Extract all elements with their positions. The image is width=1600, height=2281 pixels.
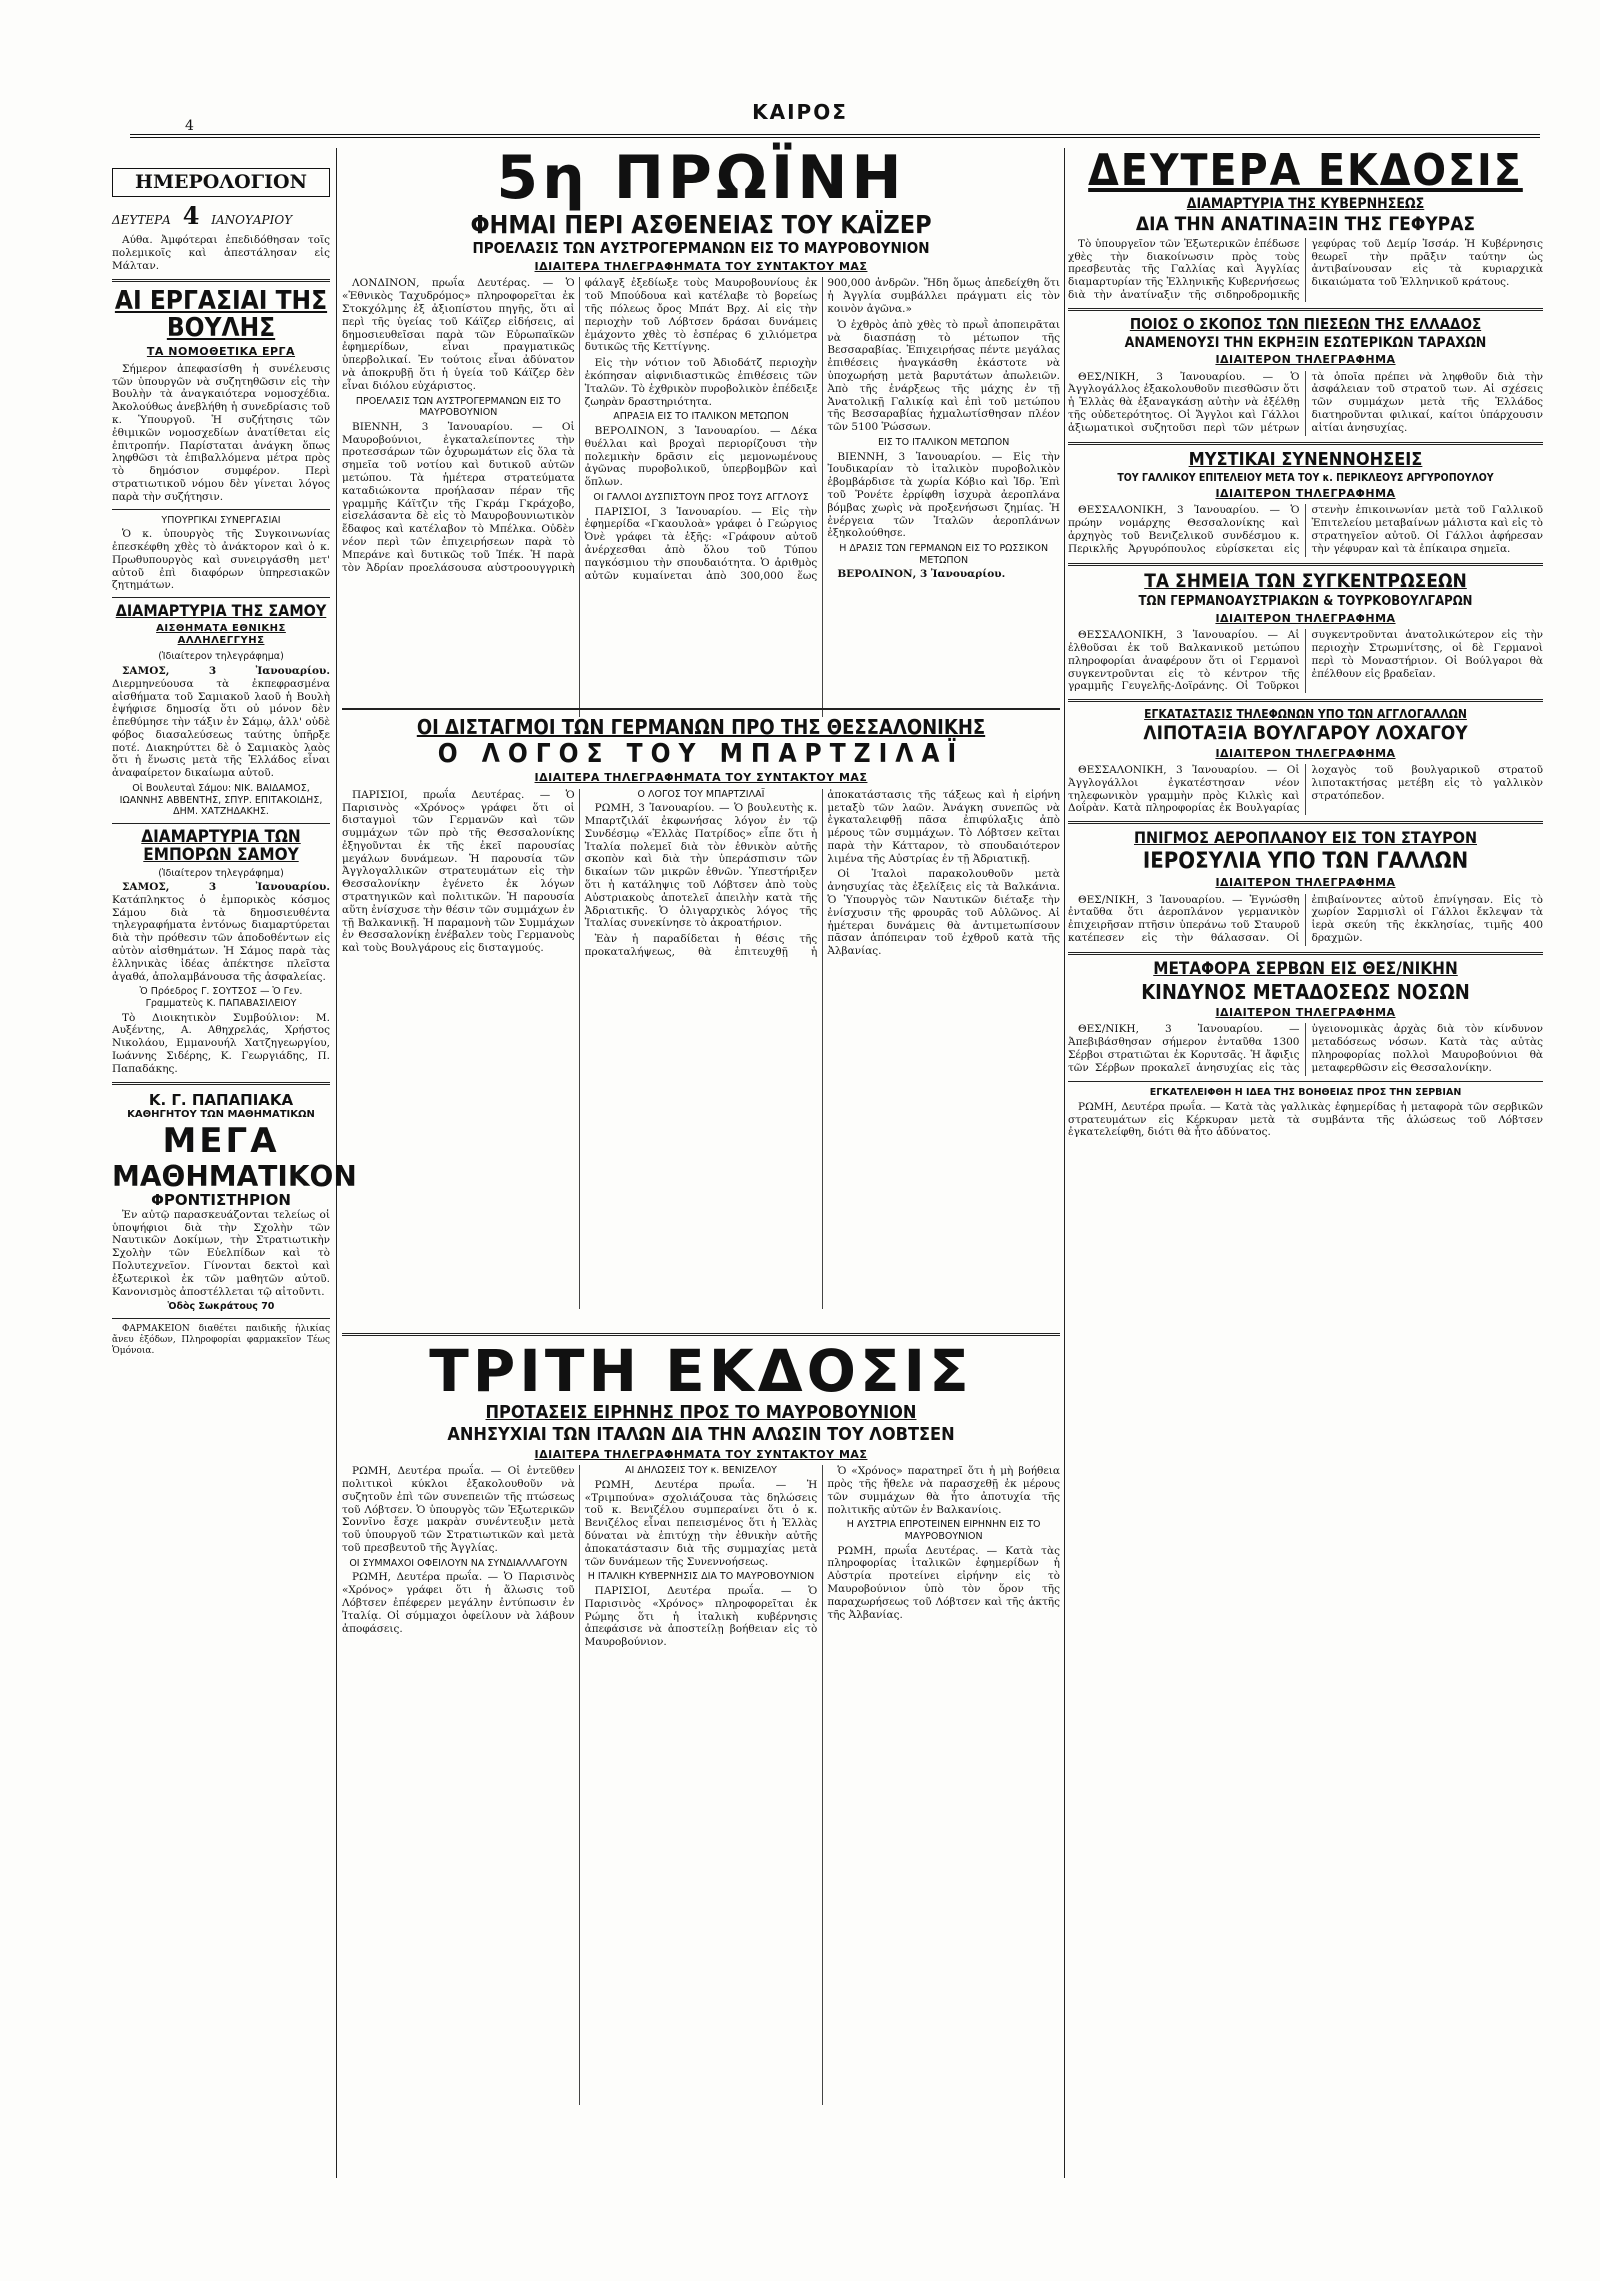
headline-serbian-transfer: ΜΕΤΑΦΟΡΑ ΣΕΡΒΩΝ ΕΙΣ ΘΕΣ/ΝΙΚΗΝ — [1153, 959, 1458, 980]
article-text: ΒΙΕΝΝΗ, 3 Ἰανουαρίου. — Εἰς τὴν Ἰουδικαρίαν τὸ ἰταλικὸν πυροβολικὸν ἐβομβάρδισε τὰ χωρία Κόβιο καὶ Ἰδρ. Ἐπὶ τοῦ Ῥονέτε ἐρρίφθη ἰσχυρὰ ἀεροπλάνα βόμβας χωρὶς νὰ προξενήσωσι ζημίας. Ἡ ἐνέργεια τῶν Ἰταλῶν ἀεροπλάνων ἐξηκολούθησε. — [827, 450, 1060, 540]
subheadline: Η ΑΥΣΤΡΙΑ ΕΠΡΟΤΕΙΝΕΝ ΕΙΡΗΝΗΝ ΕΙΣ ΤΟ ΜΑΥΡΟΒΟΥΝΙΟΝ — [846, 1519, 1041, 1542]
page-number: 4 — [185, 118, 194, 134]
article-text: ΡΩΜΗ, Δευτέρα πρωΐα. — Ἡ «Τριμπούνα» σχολιάζουσα τὰς δηλώσεις τοῦ κ. Βενιζέλου συμπεραίνει ὅτι ὁ κ. Βενιζέλος εἶναι πεπεισμένος ὅτι ἡ Ἑλλὰς δύναται νὰ ἐπιτύχῃ τὴν ἐθνικὴν αὐτῆς ἀποκατάστασιν διὰ τῆς συμμαχίας μετὰ τῶν δυνάμεων τῆς Συνεννοήσεως. — [584, 1478, 818, 1568]
subheadline: ΤΩΝ ΓΕΡΜΑΝΟΑΥΣΤΡΙΑΚΩΝ & ΤΟΥΡΚΟΒΟΥΛΓΑΡΩΝ — [1138, 594, 1473, 610]
article-columns — [342, 789, 1060, 1309]
headline-telephones: ΕΓΚΑΤΑΣΤΑΣΙΣ ΤΗΛΕΦΩΝΩΝ ΥΠΟ ΤΩΝ ΑΓΓΛΟΓΑΛΛΩΝ — [1144, 707, 1467, 722]
article-text: Διερμηνεύουσα τὰ ἐκπεφρασμένα αἰσθήματα τοῦ Σαμιακοῦ λαοῦ ἡ Βουλὴ ἐψήφισε δημοσίᾳ ὅτι οὐ μόνον δὲν ἐπεθύμησε τὴν τάξιν ἐν Σάμῳ, ἀλλ' οὐδὲ φόβος διασαλεύσεως ταύτης ὑπῆρξε ποτέ. Διακηρύττει δὲ ὁ Σαμιακὸς λαὸς ὅτι ἡ ἕνωσις μετὰ τῆς Ἑλλάδος εἶναι ἀναφαίρετον δικαίωμα αὐτοῦ. — [112, 677, 330, 780]
calendar-text: Αύθα. Ἀμφότεραι ἐπεδιδόθησαν τοῖς πολεμικοῖς καὶ ἀπεστάλησαν εἰς Μάλταν. — [112, 234, 330, 273]
members: Τὸ Διοικητικὸν Συμβούλιον: Μ. Αυξέντης, Α. Αθηχρελάς, Χρήστος Νικολάου, Εμμανουήλ Χατζηγεωργίου, Ιωάννης Σιδέρης, Κ. Γεωργιάδης, Π. Παπαδάκης. — [112, 1011, 330, 1075]
article-text: Ὁ ἐχθρὸς ἀπὸ χθὲς τὸ πρωῒ ἀποπειρᾶται νὰ διασπάσῃ τὸ μέτωπον τῆς Βεσσαραβίας. Ἐπιχειρήσας πέντε μεγάλας ἐπιθέσεις ἠναγκάσθη ἑκάστοτε νὰ ὑποχωρήσῃ μετὰ βαρυτάτων ἀπωλειῶν. Ἀπὸ τῆς ἐνάρξεως τῆς μάχης ἐν τῇ Ἀνατολικῇ Γαλικίᾳ καὶ ἐπὶ τοῦ μετώπου τῆς Βεσσαραβίας ἠχμαλωτίσθησαν πλέον τῶν 5100 Ῥώσσων. — [827, 318, 1060, 434]
ad-mega: ΜΕΓΑ — [162, 1121, 280, 1162]
headline-pressure-on-greece: ΠΟΙΟΣ Ο ΣΚΟΠΟΣ ΤΩΝ ΠΙΕΣΕΩΝ ΤΗΣ ΕΛΛΑΔΟΣ — [1129, 314, 1482, 333]
article-text: Τὸ ὑπουργεῖον τῶν Ἐξωτερικῶν ἐπέδωσε χθὲς τὴν διακοίνωσιν πρὸς τοὺς πρεσβευτὰς τῆς Γαλλίας καὶ Ἀγγλίας διαμαρτυρίαν τῆς Ἑλληνικῆς Κυβερνήσεως διὰ τὴν ἀνατίναξιν τῆς σιδηροδρομικῆς γεφύρας τοῦ Δεμίρ Ἰσσάρ. Ἡ Κυβέρνησις θεωρεῖ τὴν πρᾶξιν ταύτην ὡς ἀντιβαίνουσαν εἰς τὰ κυριαρχικὰ δικαιώματα τοῦ Ἑλληνικοῦ κράτους. — [1068, 237, 1543, 301]
subheadline: ΕΓΚΑΤΕΛΕΙΦΘΗ Η ΙΔΕΑ ΤΗΣ ΒΟΗΘΕΙΑΣ ΠΡΟΣ ΤΗΝ ΣΕΡΒΙΑΝ — [1149, 1087, 1462, 1099]
article-text: ΛΟΝΔΙΝΟΝ, πρωΐα Δευτέρας. — Ὁ «Ἐθνικὸς Ταχυδρόμος» πληροφορεῖται ἐκ Στοκχόλμης ἐξ ἀξιοπίστου πηγῆς, ὅτι αἱ περὶ τῆς ὑγείας τοῦ Κάϊζερ εἰδήσεις, αἱ δημοσιευθεῖσαι παρὰ τῶν Εὐρωπαϊκῶν ἐφημερίδων, εἶναι πραγματικῶς ὑπερβολικαί. Ἐν τούτοις εἶναι ἀδύνατον νὰ ἀποκρυβῇ ὅτι ἡ ὑγεία τοῦ Κάϊζερ δὲν εἶναι διόλου εὐχάριστος. — [342, 277, 575, 392]
article-text: ΒΕΡΟΛΙΝΟΝ, 3 Ἰανουαρίου. — Δέκα θυέλλαι καὶ βροχαὶ περιορίζουσι τὴν πολεμικὴν δρᾶσιν εἰς μεμονωμένους ἀγῶνας πυροβολικοῦ, ὑπερβομβῶν καὶ ὅπλων. — [584, 424, 818, 489]
subheadline: ΑΙ ΔΗΛΩΣΕΙΣ ΤΟΥ κ. ΒΕΝΙΖΕΛΟΥ — [624, 1465, 777, 1477]
divider — [1068, 308, 1543, 311]
note: (Ἰδιαίτερον τηλεγράφημα) — [158, 867, 284, 879]
dateline: ΒΕΡΟΛΙΝΟΝ, 3 Ἰανουαρίου. — [837, 568, 1006, 581]
article-text: ΡΩΜΗ, Δευτέρα πρωΐα. — Ὁ Παρισινὸς «Χρόνος» γράφει ὅτι ἡ ἅλωσις τοῦ Λόβτσεν ἐπέφερεν μεγάλην ἐντύπωσιν ἐν Ἰταλίᾳ. Οἱ σύμμαχοι ὀφείλουν νὰ λάβουν ἀποφάσεις. — [342, 1571, 575, 1635]
subheadline: ΚΙΝΔΥΝΟΣ ΜΕΤΑΔΟΣΕΩΣ ΝΟΣΩΝ — [1141, 980, 1470, 1005]
subheadline: ΟΙ ΣΥΜΜΑΧΟΙ ΟΦΕΙΛΟΥΝ ΝΑ ΣΥΝΔΙΑΛΛΑΓΟΥΝ — [349, 1557, 568, 1569]
article-text: Σήμερον ἀπεφασίσθη ἡ συνέλευσις τῶν ὑπουργῶν νὰ συζητηθῶσιν εἰς τὴν Βουλὴν τὰ ἀναγκαιότερα νομοσχέδια. Ἀκολούθως ἀνεβλήθη ἡ συνεδρίασις τοῦ κ. Ὑπουργοῦ. Ἡ συζήτησις τῶν ἐθιμικῶν νομοσχεδίων ἀνατίθεται εἰς ἐπιτροπήν. Παρίσταται ἀνάγκη ὅπως ληφθῶσι τὰ ἐπιβαλλόμενα μέτρα πρὸς τὸ δημόσιον συμφέρον. Περὶ στρατιωτικοῦ νόμου δὲν γίνεται λόγος παρὰ τὴν συζήτησιν. — [112, 362, 330, 503]
divider — [112, 597, 330, 598]
dateline: ΣΑΜΟΣ, 3 Ἰανουαρίου. — [122, 881, 330, 894]
divider — [1068, 699, 1543, 702]
divider — [112, 1318, 330, 1319]
article-columns — [1068, 238, 1543, 302]
article-text: ΘΕΣΣΑΛΟΝΙΚΗ, 3 Ἰανουαρίου. — Ὁ πρώην νομάρχης Θεσσαλονίκης καὶ ἀρχηγὸς τοῦ Βενιζελικοῦ συνδέσμου κ. Περικλῆς Ἀργυρόπουλος εὑρίσκεται εἰς στενὴν ἐπικοινωνίαν μετὰ τοῦ Γαλλικοῦ Ἐπιτελείου μεταβαίνων μάλιστα καὶ εἰς τὸ στρατηγεῖον αὐτοῦ. Οἱ Γάλλοι ἀφήρεσαν τὴν γέφυραν καὶ τὰ ἐπίκαιρα σημεῖα. — [1068, 504, 1543, 555]
calendar-title: ΗΜΕΡΟΛΟΓΙΟΝ — [112, 168, 330, 197]
divider — [112, 823, 330, 824]
subheadline: Ο ΛΟΓΟΣ ΤΟΥ ΜΠΑΡΤΖΙΛΑΪ — [637, 788, 765, 800]
telegrams-label: ΙΔΙΑΙΤΕΡΑ ΤΗΛΕΓΡΑΦΗΜΑΤΑ ΤΟΥ ΣΥΝΤΑΚΤΟΥ ΜΑΣ — [534, 1447, 868, 1461]
section-thessaloniki — [342, 708, 1060, 1324]
dateline: ΣΑΜΟΣ, 3 Ἰανουαρίου. — [122, 664, 330, 677]
edition-title: 5η ΠΡΩΪΝΗ — [496, 143, 906, 213]
subheadline: ΑΝΑΜΕΝΟΥΣΙ ΤΗΝ ΕΚΡΗΞΙΝ ΕΣΩΤΕΡΙΚΩΝ ΤΑΡΑΧΩΝ — [1124, 334, 1487, 351]
article-text: Ἐὰν ἡ παραδίδεται ἡ θέσις τῆς προκαταλήψεως, θὰ ἐπιτευχθῇ ἡ ἀποκατάστασις τῆς τάξεως καὶ ἡ εἰρήνη μεταξὺ τῶν λαῶν. Ἀνάγκη συνεπῶς νὰ ἐγκαταλειφθῇ πᾶσα ἐπιφύλαξις ἀπὸ μέρους τῶν συμμάχων. Τὸ Λόβτσεν κεῖται παρὰ τὴν Κάτταρον, τὸ σπουδαιότερον λιμένα τῆς Αὐστρίας ἐν τῇ Ἀδριατικῇ. — [584, 788, 1060, 959]
divider — [1068, 442, 1543, 445]
article-columns — [1068, 504, 1543, 557]
headline-government-protest: ΔΙΑΜΑΡΤΥΡΙΑ ΤΗΣ ΚΥΒΕΡΝΗΣΕΩΣ — [1186, 196, 1425, 213]
calendar-weekday: ΔΕΥΤΕΡΑ — [112, 213, 171, 228]
subheadline: ΟΙ ΓΑΛΛΟΙ ΔΥΣΠΙΣΤΟΥΝ ΠΡΟΣ ΤΟΥΣ ΑΓΓΛΟΥΣ — [593, 491, 809, 503]
article-text: ΠΑΡΙΣΙΟΙ, 3 Ἰανουαρίου. — Εἰς τὴν ἐφημερίδα «Γκαουλοὰ» γράφει ὁ Γεώργιος Ὀνὲ γράφει τὰ ἑξῆς: «Γράφουν αὐτοῦ ἀνέρχεσθαι ἀπὸ ὅλου τοῦ Τύπου παγκόσμιου τὴν σπουδαιότητα. Ὁ ἀριθμὸς αὐτῶν κυμαίνεται ἀπὸ 300,000 ἕως 900,000 ἀνδρῶν. Ἤδη ὅμως ἀπεδείχθη ὅτι ἡ Ἀγγλία συμβάλλει πράγματι εἰς τὸν κοινὸν ἀγῶνα.» — [584, 277, 1060, 582]
subheadline: ΔΙΑ ΤΗΝ ΑΝΑΤΙΝΑΞΙΝ ΤΗΣ ΓΕΦΥΡΑΣ — [1135, 212, 1476, 235]
article-text: ΘΕΣΣΑΛΟΝΙΚΗ, 3 Ἰανουαρίου. — Οἱ Ἀγγλογάλλοι ἐγκατέστησαν νέον τηλεφωνικὸν γραμμὴν πρὸς Κιλκὶς καὶ Δοΐρὰν. Κατὰ πληροφορίας ἐκ Βουλγαρίας λοχαγὸς τοῦ βουλγαρικοῦ στρατοῦ λιποτακτήσας μετέβη εἰς τὸ γαλλικὸν στρατόπεδον. — [1068, 764, 1543, 815]
article-text: Οἱ Ἰταλοὶ παρακολουθοῦν μετὰ ἀνησυχίας τὰς ἐξελίξεις εἰς τὰ Βαλκάνια. Ὁ Ὑπουργὸς τῶν Ναυτικῶν διέταξε τὴν ἐνίσχυσιν τῆς φρουρᾶς τοῦ Αὐλῶνος. Αἱ ἡμέτεραι δυνάμεις θὰ ἀντιμετωπίσουν πᾶσαν ἀπόπειραν τοῦ ἐχθροῦ κατὰ τῆς Ἀλβανίας. — [827, 868, 1060, 958]
subheadline: Η ΔΡΑΣΙΣ ΤΩΝ ΓΕΡΜΑΝΩΝ ΕΙΣ ΤΟ ΡΩΣΣΙΚΟΝ ΜΕΤΩΠΟΝ — [839, 543, 1049, 566]
telegram-label: ΙΔΙΑΙΤΕΡΟΝ ΤΗΛΕΓΡΑΦΗΜΑ — [1215, 1006, 1396, 1020]
subheadline: ΠΡΟΕΛΑΣΙΣ ΤΩΝ ΑΥΣΤΡΟΓΕΡΜΑΝΩΝ ΕΙΣ ΤΟ ΜΑΥΡΟΒΟΥΝΙΟΝ — [472, 239, 930, 258]
article-columns — [1068, 1023, 1543, 1076]
subheadline: ΤΟΥ ΓΑΛΛΙΚΟΥ ΕΠΙΤΕΛΕΙΟΥ ΜΕΤΑ ΤΟΥ κ. ΠΕΡΙΚΛΕΟΥΣ ΑΡΓΥΡΟΠΟΥΛΟΥ — [1117, 472, 1494, 485]
ad-math: ΜΑΘΗΜΑΤΙΚΟΝ — [112, 1159, 357, 1193]
headline-samos-protest: ΔΙΑΜΑΡΤΥΡΙΑ ΤΗΣ ΣΑΜΟΥ — [115, 601, 327, 621]
headline-samos-merchants: ΔΙΑΜΑΡΤΥΡΙΑ ΤΩΝ ΕΜΠΟΡΩΝ ΣΑΜΟΥ — [141, 826, 301, 865]
headline-german-hesitation: ΟΙ ΔΙΣΤΑΓΜΟΙ ΤΩΝ ΓΕΡΜΑΝΩΝ ΠΡΟ ΤΗΣ ΘΕΣΣΑΛΟΝΙΚΗΣ — [416, 715, 986, 739]
masthead: ΚΑΙΡΟΣ — [752, 100, 848, 124]
divider — [1068, 952, 1543, 955]
note: (Ἰδιαίτερον τηλεγράφημα) — [158, 651, 284, 663]
headline-peace-proposals: ΠΡΟΤΑΣΕΙΣ ΕΙΡΗΝΗΣ ΠΡΟΣ ΤΟ ΜΑΥΡΟΒΟΥΝΙΟΝ — [485, 1402, 917, 1423]
article-text: Ὁ κ. ὑπουργὸς τῆς Συγκοινωνίας ἐπεσκέφθη χθὲς τὸ ἀνάκτορον καὶ ὁ κ. Πρωθυπουργὸς καὶ συνειργάσθη μετ' αὐτοῦ ἐπὶ διαφόρων ὑπηρεσιακῶν ζητημάτων. — [112, 528, 330, 592]
article-text: Κατάπληκτος ὁ ἐμπορικὸς κόσμος Σάμου διὰ τὰ δημοσιευθέντα τηλεγραφήματα ἐντόνως διαμαρτύρεται διὰ τὴν πρόθεσιν τῶν ἀποδοθέντων εἰς αὐτὸν αἰσθημάτων. Ἡ Σάμος παρὰ τὰς ἑλληνικὰς ἰδέας ἀπέκτησε πλεῖστα ἀγαθά, ἀπολαμβάνουσα τῆς ἀσφαλείας. — [112, 893, 330, 983]
article-text: ΡΩΜΗ, Δευτέρα πρωΐα. — Κατὰ τὰς γαλλικὰς ἐφημερίδας ἡ μεταφορὰ τῶν σερβικῶν στρατευμάτων εἰς Κέρκυραν μετὰ τὰ συμβάντα τῆς ἁλώσεως τοῦ Λόβτσεν ἐγκατελείφθη, διότι θὰ ἦτο ἀδύνατος. — [1068, 1100, 1543, 1139]
telegram-label: ΙΔΙΑΙΤΕΡΟΝ ΤΗΛΕΓΡΑΦΗΜΑ — [1215, 746, 1396, 760]
article-columns — [1068, 371, 1543, 436]
section-morning-edition — [342, 143, 1060, 703]
divider — [1068, 821, 1543, 824]
headline-secret-talks: ΜΥΣΤΙΚΑΙ ΣΥΝΕΝΝΟΗΣΕΙΣ — [1188, 449, 1423, 471]
headline-concentration-points: ΤΑ ΣΗΜΕΙΑ ΤΩΝ ΣΥΓΚΕΝΤΡΩΣΕΩΝ — [1144, 570, 1467, 593]
telegrams-label: ΙΔΙΑΙΤΕΡΑ ΤΗΛΕΓΡΑΦΗΜΑΤΑ ΤΟΥ ΣΥΝΤΑΚΤΟΥ ΜΑΣ — [534, 771, 868, 785]
telegrams-label: ΙΔΙΑΙΤΕΡΑ ΤΗΛΕΓΡΑΦΗΜΑΤΑ ΤΟΥ ΣΥΝΤΑΚΤΟΥ ΜΑΣ — [534, 260, 868, 273]
top-rule — [130, 134, 1540, 138]
headline-airplane-drowning: ΠΝΙΓΜΟΣ ΑΕΡΟΠΛΑΝΟΥ ΕΙΣ ΤΟΝ ΣΤΑΥΡΟΝ — [1133, 828, 1477, 848]
telegram-label: ΙΔΙΑΙΤΕΡΟΝ ΤΗΛΕΓΡΑΦΗΜΑ — [1215, 487, 1396, 501]
article-text: ΠΑΡΙΣΙΟΙ, Δευτέρα πρωΐα. — Ὁ Παρισινὸς «Χρόνος» πληροφορεῖται ἐκ Ρώμης ὅτι ἡ ἰταλικὴ κυβέρνησις ἀπεφάσισε νὰ ἀποστείλῃ βοήθειαν εἰς τὸ Μαυροβούνιον. — [584, 1584, 818, 1649]
right-column — [1068, 145, 1543, 2178]
signatures: Οἱ Βουλευταὶ Σάμου: ΝΙΚ. ΒΑΙΔΑΜΟΣ, ΙΩΑΝΝΗΣ ΑΒΒΕΝΤΗΣ, ΣΠΥΡ. ΕΠΙΤΑΚΟΙΔΗΣ, ΔΗΜ. ΧΑΤΖΗΔΑΚΗΣ. — [119, 783, 323, 818]
subheadline: Η ΙΤΑΛΙΚΗ ΚΥΒΕΡΝΗΣΙΣ ΔΙΑ ΤΟ ΜΑΥΡΟΒΟΥΝΙΟΝ — [587, 1571, 815, 1583]
headline-work-of-parliament: ΑΙ ΕΡΓΑΣΙΑΙ ΤΗΣ ΒΟΥΛΗΣ — [114, 285, 328, 344]
article-text: ΘΕΣ/ΝΙΚΗ, 3 Ἰανουαρίου. — Ὁ Ἀγγλογάλλος ἐξακολουθοῦν πιεσθῶσιν ὅτι ἡ Ἑλλὰς θὰ ἐξαναγκάσῃ αὐτὴν νὰ ἐξέλθῃ τῆς οὐδετερότητος. Οἱ Ἄγγλοι καὶ Γάλλοι ἀξιωματικοὶ συζητοῦσι περὶ τῶν μέτρων τὰ ὁποῖα πρέπει νὰ ληφθοῦν διὰ τὴν ἀσφάλειαν τοῦ στρατοῦ των. Αἱ σχέσεις τῶν συμμάχων μετὰ τῆς Ἑλλάδος διατηροῦνται φιλικαί, καίτοι ὑπάρχουσιν αἰτίαι ἀνησυχίας. — [1068, 370, 1543, 434]
left-column — [112, 148, 357, 2178]
divider — [1068, 563, 1543, 566]
signatures: Ὁ Πρόεδρος Γ. ΣΟΥΤΣΟΣ — Ὁ Γεν. Γραμματεὺς Κ. ΠΑΠΑΒΑΣΙΛΕΙΟΥ — [139, 986, 303, 1010]
ad-address: Ὁδὸς Σωκράτους 70 — [167, 1301, 275, 1313]
article-text: ΘΕΣ/ΝΙΚΗ, 3 Ἰανουαρίου. — Ἐγνώσθη ἐνταῦθα ὅτι ἀεροπλάνον γερμανικὸν ἐπιχειρῆσαν πτῆσιν ὑπεράνω τοῦ Σταυροῦ κατέπεσεν εἰς τὴν θάλασσαν. Οἱ ἐπιβαίνοντες αὐτοῦ ἐπνίγησαν. Εἰς τὸ χωρίον Σαρμισλὶ οἱ Γάλλοι ἔκλεψαν τὰ ἱερὰ σκεύη τῆς ἐκκλησίας, τιμῆς 400 δραχμῶν. — [1068, 893, 1543, 944]
ad-subtitle: ΚΑΘΗΓΗΤΟΥ ΤΩΝ ΜΑΘΗΜΑΤΙΚΩΝ — [127, 1108, 315, 1120]
article-text: Ὁ «Χρόνος» παρατηρεῖ ὅτι ἡ μὴ βοήθεια πρὸς τῆς ἤθελε νὰ παρασχεθῇ ἐκ μέρους τῶν συμμάχων θὰ ἦτο ἀποτυχία τῆς πολιτικῆς αὐτῶν ἐν Βαλκανίοις. — [827, 1465, 1060, 1516]
headline-bartzilai-speech: Ο ΛΟΓΟΣ ΤΟΥ ΜΠΑΡΤΖΙΛΑΪ — [437, 739, 965, 769]
math-tutoring-ad — [112, 1090, 357, 1209]
ad-frontistirion: ΦΡΟΝΤΙΣΤΗΡΙΟΝ — [151, 1190, 291, 1209]
article-text: ΡΩΜΗ, Δευτέρα πρωΐα. — Οἱ ἐντεῦθεν πολιτικοὶ κύκλοι ἐξακολουθοῦν νὰ συζητοῦν ἐπὶ τῶν συνεπειῶν τῆς πτώσεως τοῦ Λόβτσεν. Ὁ ὑπουργὸς τῶν Ἐξωτερικῶν Σοννῖνο ἔσχε μακρὰν συνέντευξιν μετὰ τοῦ ὑπουργοῦ τῶν Στρατιωτικῶν καὶ μετὰ τοῦ πρεσβευτοῦ τῆς Ἀγγλίας. — [342, 1465, 575, 1554]
article-text: ΘΕΣ/ΝΙΚΗ, 3 Ἰανουαρίου. — Ἀπεβιβάσθησαν σήμερον ἐνταῦθα 1300 Σέρβοι στρατιῶται ἐκ Κορυτσᾶς. Ἡ ἄφιξις τῶν Σέρβων προκαλεῖ ἀνησυχίας εἰς τὰς ὑγειονομικὰς ἀρχὰς διὰ τὸν κίνδυνον μεταδόσεως νόσων. Κατὰ τὰς αὐτὰς πληροφορίας πολλοὶ Μαυροβούνιοι θὰ μεταφερθῶσιν εἰς Θεσσαλονίκην. — [1068, 1023, 1543, 1074]
subheadline: ΥΠΟΥΡΓΙΚΑΙ ΣΥΝΕΡΓΑΣΙΑΙ — [161, 514, 281, 526]
edition-title: ΤΡΙΤΗ ΕΚΔΟΣΙΣ — [429, 1337, 973, 1405]
telegram-label: ΙΔΙΑΙΤΕΡΟΝ ΤΗΛΕΓΡΑΦΗΜΑ — [1215, 353, 1396, 367]
section-third-edition — [342, 1333, 1060, 2182]
subheadline: ΙΕΡΟΣΥΛΙΑ ΥΠΟ ΤΩΝ ΓΑΛΛΩΝ — [1142, 849, 1469, 875]
article-columns — [1068, 764, 1543, 815]
edition-title: ΔΕΥΤΕΡΑ ΕΚΔΟΣΙΣ — [1088, 145, 1523, 196]
subheadline: ΑΠΡΑΞΙΑ ΕΙΣ ΤΟ ΙΤΑΛΙΚΟΝ ΜΕΤΩΠΟΝ — [613, 411, 789, 423]
article-columns — [1068, 629, 1543, 693]
headline-kaiser-illness: ΦΗΜΑΙ ΠΕΡΙ ΑΣΘΕΝΕΙΑΣ ΤΟΥ ΚΑΪΖΕΡ — [470, 210, 932, 239]
divider — [1068, 1081, 1543, 1082]
pharmacy-ad: ΦΑΡΜΑΚΕΙΟΝ διαθέτει παιδικῆς ἡλικίας ἄνευ ἐξόδων, Πληροφορίαι φαρμακεῖον Τέως Ὁμόνοια. — [112, 1324, 330, 1356]
article-text: ΡΩΜΗ, πρωΐα Δευτέρας. — Κατὰ τὰς πληροφορίας ἰταλικῶν ἐφημερίδων ἡ Αὐστρία προτείνει εἰρήνην εἰς τὸ Μαυροβούνιον ὑπὸ τὸν ὅρον τῆς παραχωρήσεως τοῦ Λόβτσεν καὶ τῆς ἀκτῆς τῆς Ἀλβανίας. — [827, 1544, 1060, 1621]
divider — [112, 279, 330, 282]
article-text: ΠΑΡΙΣΙΟΙ, πρωΐα Δευτέρας. — Ὁ Παρισινὸς «Χρόνος» γράφει ὅτι οἱ δισταγμοὶ τῶν Γερμανῶν καὶ τῶν συμμάχων τῶν πρὸ τῆς Θεσσαλονίκης ἐξηγοῦνται ἐκ τῆς ἐκεῖ παρουσίας μεγάλων δυνάμεων. Ἡ παρουσία τῶν Ἀγγλογαλλικῶν στρατευμάτων εἰς τὴν Θεσσαλονίκην ἐγένετο ἐκ λόγων στρατηγικῶν καὶ πολιτικῶν. Ἡ παρουσία αὕτη ἐνίσχυσε τὴν θέσιν τῶν συμμάχων ἐν τῇ Βαλκανικῇ. Ἡ παραμονὴ τῶν Συμμάχων ἐν Θεσσαλονίκῃ ἐνέβαλεν τοὺς Γερμανοὺς καὶ τοὺς Βουλγάρους εἰς δισταγμούς. — [342, 788, 575, 955]
article-text: Εἰς τὴν νότιον τοῦ Ἀδιοδάτζ περιοχὴν ἐκόπησαν αἰφνιδιαστικῶς ἐπιθέσεις τῶν Ἰταλῶν. Τὸ ἐχθρικὸν πυροβολικὸν ἐπέδειξε ζωηρὰν δραστηριότητα. — [584, 357, 818, 408]
ad-name: Κ. Γ. ΠΑΠΑΠΙΑΚΑ — [148, 1090, 294, 1109]
calendar-month: ΙΑΝΟΥΑΡΙΟΥ — [211, 213, 293, 228]
divider — [112, 509, 330, 510]
telegram-label: ΙΔΙΑΙΤΕΡΟΝ ΤΗΛΕΓΡΑΦΗΜΑ — [1215, 611, 1396, 625]
subheadline: ΛΙΠΟΤΑΞΙΑ ΒΟΥΛΓΑΡΟΥ ΛΟΧΑΓΟΥ — [1143, 721, 1468, 744]
calendar-day: 4 — [182, 201, 200, 231]
telegram-label: ΙΔΙΑΙΤΕΡΟΝ ΤΗΛΕΓΡΑΦΗΜΑ — [1215, 876, 1396, 890]
article-columns — [342, 277, 1060, 717]
article-columns — [1068, 894, 1543, 947]
center-column — [342, 143, 1060, 2178]
article-columns — [342, 1465, 1060, 2105]
subheadline: ΑΙΣΘΗΜΑΤΑ ΕΘΝΙΚΗΣ ΑΛΛΗΛΕΓΓΥΗΣ — [156, 622, 286, 647]
divider — [112, 1082, 330, 1085]
article-text: ΘΕΣΣΑΛΟΝΙΚΗ, 3 Ἰανουαρίου. — Αἱ ἐλθοῦσαι ἐκ τοῦ Βαλκανικοῦ μετώπου πληροφορίαι ἀναφέρουν ὅτι οἱ Γερμανοὶ συγκεντροῦνται εἰς τὸ κέντρον τῆς γραμμῆς Γευγελῆς-Δοϊράνης. Οἱ Τοῦρκοι συγκεντροῦνται ἀνατολικώτερον εἰς τὴν περιοχὴν Στρωμνίτσης, οἱ δὲ Γερμανοὶ περὶ τὸ Μοναστήριον. Οἱ Βούλγαροι θὰ ἐπέλθουν εἰς βραδεῖαν. — [1068, 629, 1543, 693]
article-text: ΒΙΕΝΝΗ, 3 Ἰανουαρίου. — Οἱ Μαυροβούνιοι, ἐγκαταλείποντες τὴν προτεσσάρων τῶν ὀχυρωμάτων εἰς ὅλα τὰ σημεῖα τοῦ νοτίου καὶ δυτικοῦ αὐτῶν μετώπου. Τὰ ἡμέτερα στρατεύματα καταδιώκοντα προήλασαν πέραν τῆς γραμμῆς Κάϊτζιν τῆς Γκράμ Γκράχοβο, εἰσελάσαντα δὲ εἰς τὸ Μαυροβουνιωτικὸν ἔδαφος καὶ κατέλαβον τὸ Μπέλκα. Οὐδὲν νέον περὶ τῶν ἐπιχειρήσεων παρὰ τὸ Μπεράνε καὶ δυτικῶς τοῦ Ἰπέκ. Ἡ παρὰ τὸν Ἀδρίαν προελάσουσα αὐστροουγγρικὴ φάλαγξ ἐξεδίωξε τοὺς Μαυροβουνίους ἐκ τοῦ Μπούδουα καὶ κατέλαβε τὸ βορείως τῆς πόλεως ὄρος Μπάτ Βρχ. Αἱ εἰς τὴν περιοχὴν τοῦ Λόβτσεν δράσαι δυνάμεις ἐμάχοντο χθὲς τὸ ἑσπέρας 6 χιλιόμετρα δυτικῶς τῆς Κεττίγνης. — [342, 277, 818, 574]
column-rule — [1064, 148, 1065, 2178]
subheadline: ΑΝΗΣΥΧΙΑΙ ΤΩΝ ΙΤΑΛΩΝ ΔΙΑ ΤΗΝ ΑΛΩΣΙΝ ΤΟΥ ΛΟΒΤΣΕΝ — [447, 1423, 955, 1445]
subheadline: ΤΑ ΝΟΜΟΘΕΤΙΚΑ ΕΡΓΑ — [146, 345, 296, 359]
subheadline: ΠΡΟΕΛΑΣΙΣ ΤΩΝ ΑΥΣΤΡΟΓΕΡΜΑΝΩΝ ΕΙΣ ΤΟ ΜΑΥΡΟΒΟΥΝΙΟΝ — [355, 395, 561, 419]
subheadline: ΕΙΣ ΤΟ ΙΤΑΛΙΚΟΝ ΜΕΤΩΠΟΝ — [877, 436, 1010, 448]
calendar-date — [112, 201, 330, 230]
ad-text: Ἐν αὐτῷ παρασκευάζονται τελείως οἱ ὑποψήφιοι διὰ τὴν Σχολὴν τῶν Ναυτικῶν Δοκίμων, τὴν Στρατιωτικὴν Σχολὴν τῶν Εὐελπίδων καὶ τὸ Πολυτεχνεῖον. Γίνονται δεκτοὶ καὶ ἐξωτερικοὶ ἐκ τῶν μαθητῶν αὐτοῦ. Κανονισμὸς ἀποστέλλεται τῷ αἰτοῦντι. — [112, 1208, 330, 1298]
article-text: ΡΩΜΗ, 3 Ἰανουαρίου. — Ὁ βουλευτὴς κ. Μπαρτζιλάϊ ἐκφωνήσας λόγον ἐν τῷ Συνδέσμῳ «Ἑλλὰς Πατρίδος» εἶπε ὅτι ἡ Ἰταλία πολεμεῖ διὰ τὸν ἐθνικὸν αὐτῆς σκοπὸν καὶ διὰ τὴν ὑπεράσπισιν τῶν δικαίων τῶν μικρῶν ἐθνῶν. Ὑπεστήριξεν ὅτι ἡ κατάληψις τοῦ Λόβτσεν ἀπὸ τοὺς Αὐστριακοὺς ἀποτελεῖ ἀπειλὴν κατὰ τῆς Ἀδριατικῆς. Ὁ ὀλιγαρχικὸς λόγος τῆς Ἰταλίας συνεκίνησε τὸ ἀκροατήριον. — [584, 802, 818, 930]
